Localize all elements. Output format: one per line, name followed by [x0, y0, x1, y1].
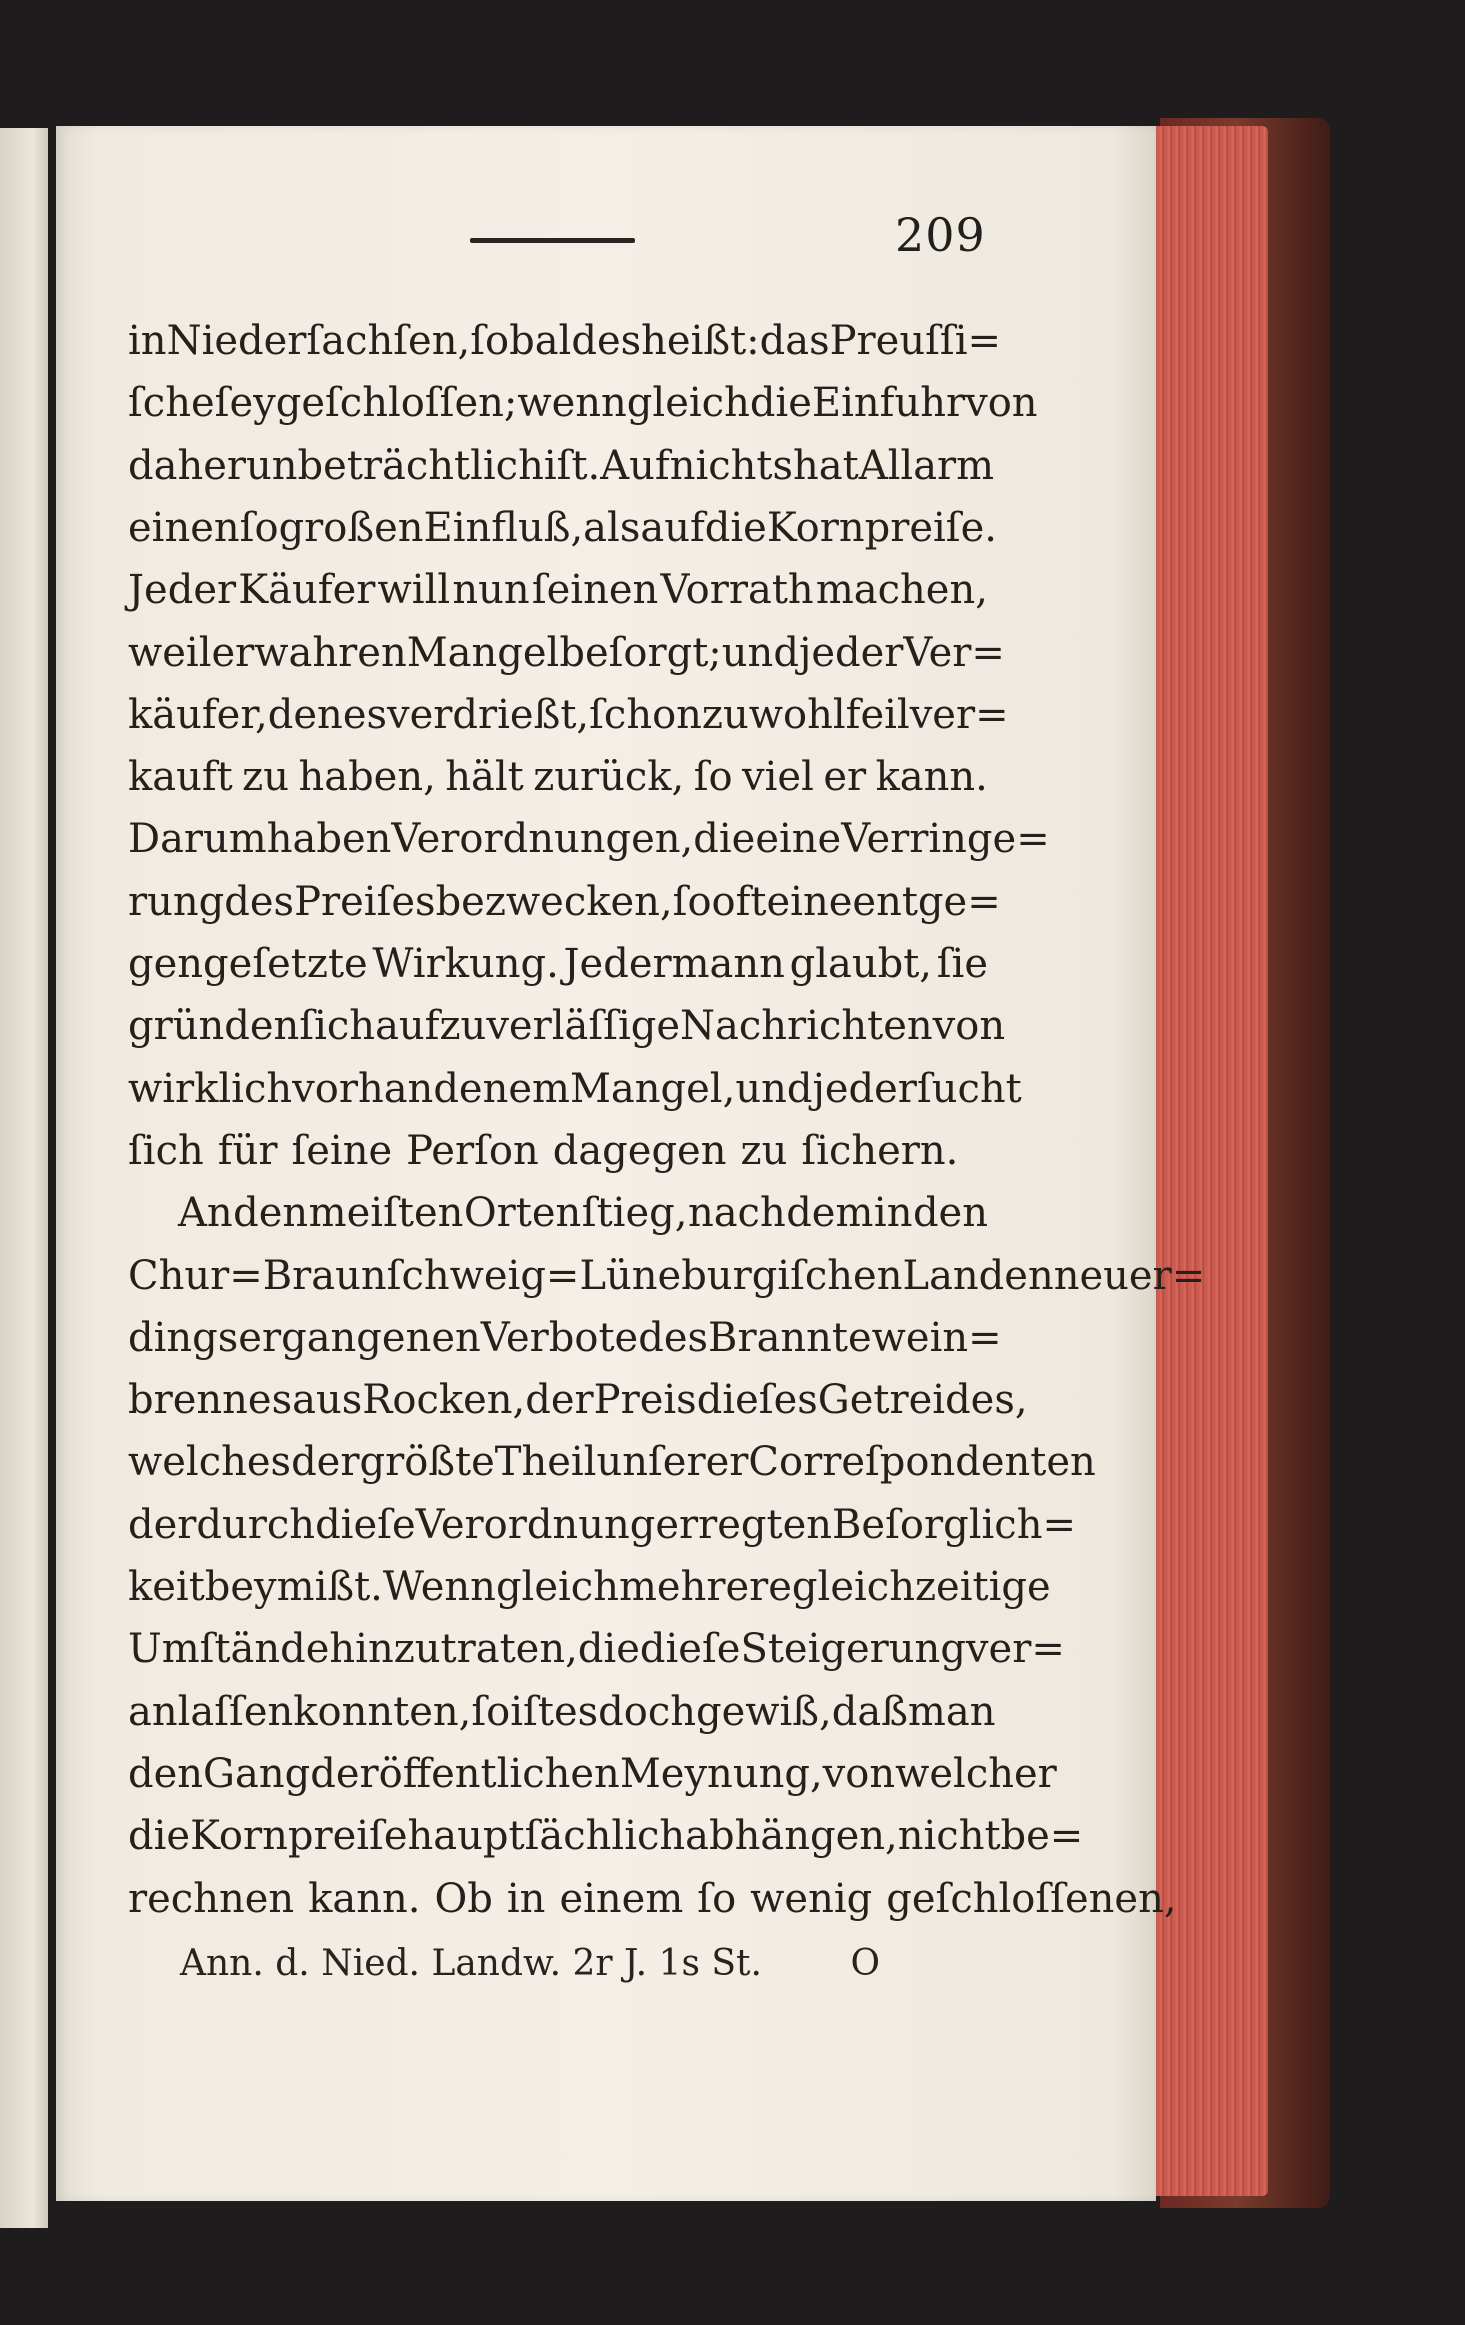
text-line: rechnen kann. Ob in einem ſo wenig geſchloſſenen,: [128, 1875, 1177, 1922]
text-line: An den meiſten Orten ſtieg, nach dem in den: [178, 1190, 988, 1237]
text-line: wirklich vorhandenem Mangel, und jeder ſucht: [128, 1065, 1022, 1112]
text-line: daher unbeträchtlich iſt. Auf nichts hat Allarm: [128, 442, 995, 489]
catchword: O: [850, 1942, 880, 1984]
text-line: die Kornpreiſe hauptſächlich abhängen, nicht be=: [128, 1813, 1084, 1860]
text-line: weil er wahren Mangel beſorgt; und jeder Ver=: [128, 629, 1005, 676]
header-rule: [470, 238, 635, 243]
text-line: Darum haben Verordnungen, die eine Verringe=: [128, 816, 1050, 863]
page-number: 209: [895, 208, 986, 262]
text-line: den Gang der öffentlichen Meynung, von welcher: [128, 1750, 1057, 1797]
text-line: Chur=Braunſchweig=Lüneburgiſchen Landen neuer=: [128, 1252, 1206, 1299]
text-line: der durch dieſe Verordnung erregten Beſorglich=: [128, 1501, 1076, 1548]
text-line: brennes aus Rocken, der Preis dieſes Getreides,: [128, 1377, 1028, 1424]
signature-mark: Ann. d. Nied. Landw. 2r J. 1s St.: [180, 1942, 762, 1984]
text-line: gründen ſich auf zuverläſſige Nachrichten von: [128, 1003, 1006, 1050]
text-line: anlaſſen konnten, ſo iſt es doch gewiß, daß man: [128, 1688, 996, 1735]
text-line: gengeſetzte Wirkung. Jedermann glaubt, ſie: [128, 941, 988, 987]
text-line: Jeder Käufer will nun ſeinen Vorrath machen,: [128, 567, 988, 614]
text-line: rung des Preiſes bezwecken, ſo oft eine entge=: [128, 878, 1001, 925]
text-line: käufer, den es verdrießt, ſchon zu wohlfeil ver=: [128, 691, 1009, 738]
text-line: einen ſo großen Einfluß, als auf die Kornpreiſe.: [128, 504, 997, 551]
facing-page-edge: [0, 128, 48, 2228]
text-line: ſche ſey geſchloſſen; wenn gleich die Einfuhr von: [128, 380, 1038, 427]
text-line: dings ergangenen Verbote des Branntewein=: [128, 1314, 1002, 1361]
text-line: in Niederſachſen, ſobald es heißt: das Preuſſi=: [128, 318, 1002, 364]
text-line: welches der größte Theil unſerer Correſpondenten: [128, 1439, 1096, 1486]
page-footer: [180, 1936, 880, 1990]
text-line: ſich für ſeine Perſon dagegen zu ſichern.: [128, 1127, 959, 1174]
text-line: Umſtände hinzutraten, die dieſe Steigerung ver=: [128, 1626, 1065, 1673]
text-line: keit beymißt. Wenn gleich mehrere gleichzeitige: [128, 1564, 1051, 1610]
page-header: [470, 208, 990, 268]
text-line: kauft zu haben, hält zurück, ſo viel er kann.: [128, 754, 988, 801]
